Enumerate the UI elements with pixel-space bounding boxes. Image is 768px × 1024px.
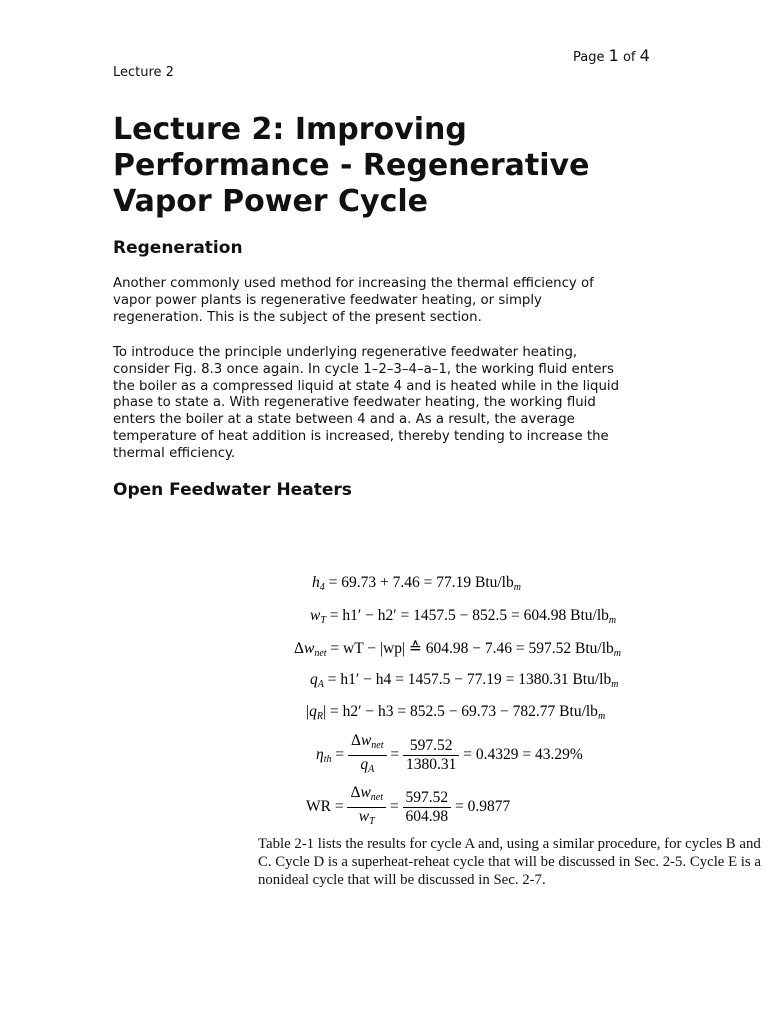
equation-wt: $w_T = h1' - h2' = 1457.5 - 852.5 = 604.98$ Btu/$lb_m$ xyxy=(310,607,617,626)
equation-dwnet: $\Delta w_{net}$ = wT − |wp| ≙ 604.98 − 7.46 = 597.52 Btu/$lb_m$ xyxy=(294,640,622,659)
page-title: Lecture 2: Improving Performance - Regenerative Vapor Power Cycle xyxy=(113,112,590,219)
work-ratio-numerator: 597.52 xyxy=(403,789,452,808)
equation-qa: $q_A = h1' - h4 = 1457.5 - 77.19 = 1380.31$ Btu/$lb_m$ xyxy=(310,671,619,690)
equation-qr: $|q_R| = h2' - h3 = 852.5 - 69.73 - 782.77$ Btu/$lb_m$ xyxy=(306,703,606,722)
efficiency-denominator: 1380.31 xyxy=(406,756,457,773)
page-total: 4 xyxy=(639,46,650,65)
equation-efficiency: $\eta_{th}$ = $\frac{\Delta w_{net}}{q_A}$ = $\frac{597.52}{1380.31}$ = 0.4329 = 43.29% xyxy=(316,732,583,775)
page-prefix: Page xyxy=(573,50,605,65)
paragraph-regeneration-principle: To introduce the principle underlying regenerative feedwater heating, consider Fig. 8.3 once again. In cycle 1–2–3–4–a–1, the working fluid enters the boiler as a compressed liquid at state 4 and is heated while in the liquid phase to state a. With regenerative feedwater heating, the working fluid enters the boiler at a state between 4 and a. As a result, the average temperature of heat addition is increased, thereby tending to increase the thermal efficiency. xyxy=(113,345,620,461)
work-ratio-denominator: 604.98 xyxy=(405,808,449,825)
equation-h4-body: = 69.73 + 7.46 = 77.19 Btu/lb xyxy=(328,574,514,591)
page-current: 1 xyxy=(608,46,619,65)
efficiency-numerator: 597.52 xyxy=(403,737,459,756)
equation-qa-body: = h1′ − h4 = 1457.5 − 77.19 = 1380.31 Btu/lb xyxy=(327,671,612,688)
heading-regeneration: Regeneration xyxy=(113,238,243,258)
work-ratio-result: = 0.9877 xyxy=(455,798,511,816)
equation-qr-body: = h2′ − h3 = 852.5 − 69.73 − 782.77 Btu/lb xyxy=(329,703,598,720)
page-of: of xyxy=(622,50,636,65)
equation-work-ratio: WR = $\frac{\Delta w_{net}}{w_T}$ = $\frac{597.52}{604.98}$ = 0.9877 xyxy=(306,784,511,827)
equation-dwnet-body: = wT − |wp| ≙ 604.98 − 7.46 = 597.52 Btu/lb xyxy=(330,640,614,657)
efficiency-result: = 0.4329 = 43.29% xyxy=(463,746,583,764)
lecture-label: Lecture 2 xyxy=(113,65,174,80)
page-number xyxy=(573,46,650,65)
paragraph-regeneration-intro: Another commonly used method for increasing the thermal efficiency of vapor power plants is regenerative feedwater heating, or simply regeneration. This is the subject of the present section. xyxy=(113,276,594,325)
equation-h4: $h_4 = 69.73 + 7.46 = 77.19$ Btu/$lb_m$ xyxy=(312,574,521,593)
textbook-paragraph: Table 2-1 lists the results for cycle A and, using a similar procedure, for cycles B and C. Cycle D is a superheat-reheat cycle that will be discussed in Sec. 2-5. Cycle E is a nonideal cycle that will be discussed in Sec. 2-7. xyxy=(258,836,761,888)
equation-wt-body: = h1′ − h2′ = 1457.5 − 852.5 = 604.98 Btu/lb xyxy=(329,607,609,624)
heading-open-feedwater-heaters: Open Feedwater Heaters xyxy=(113,480,352,500)
